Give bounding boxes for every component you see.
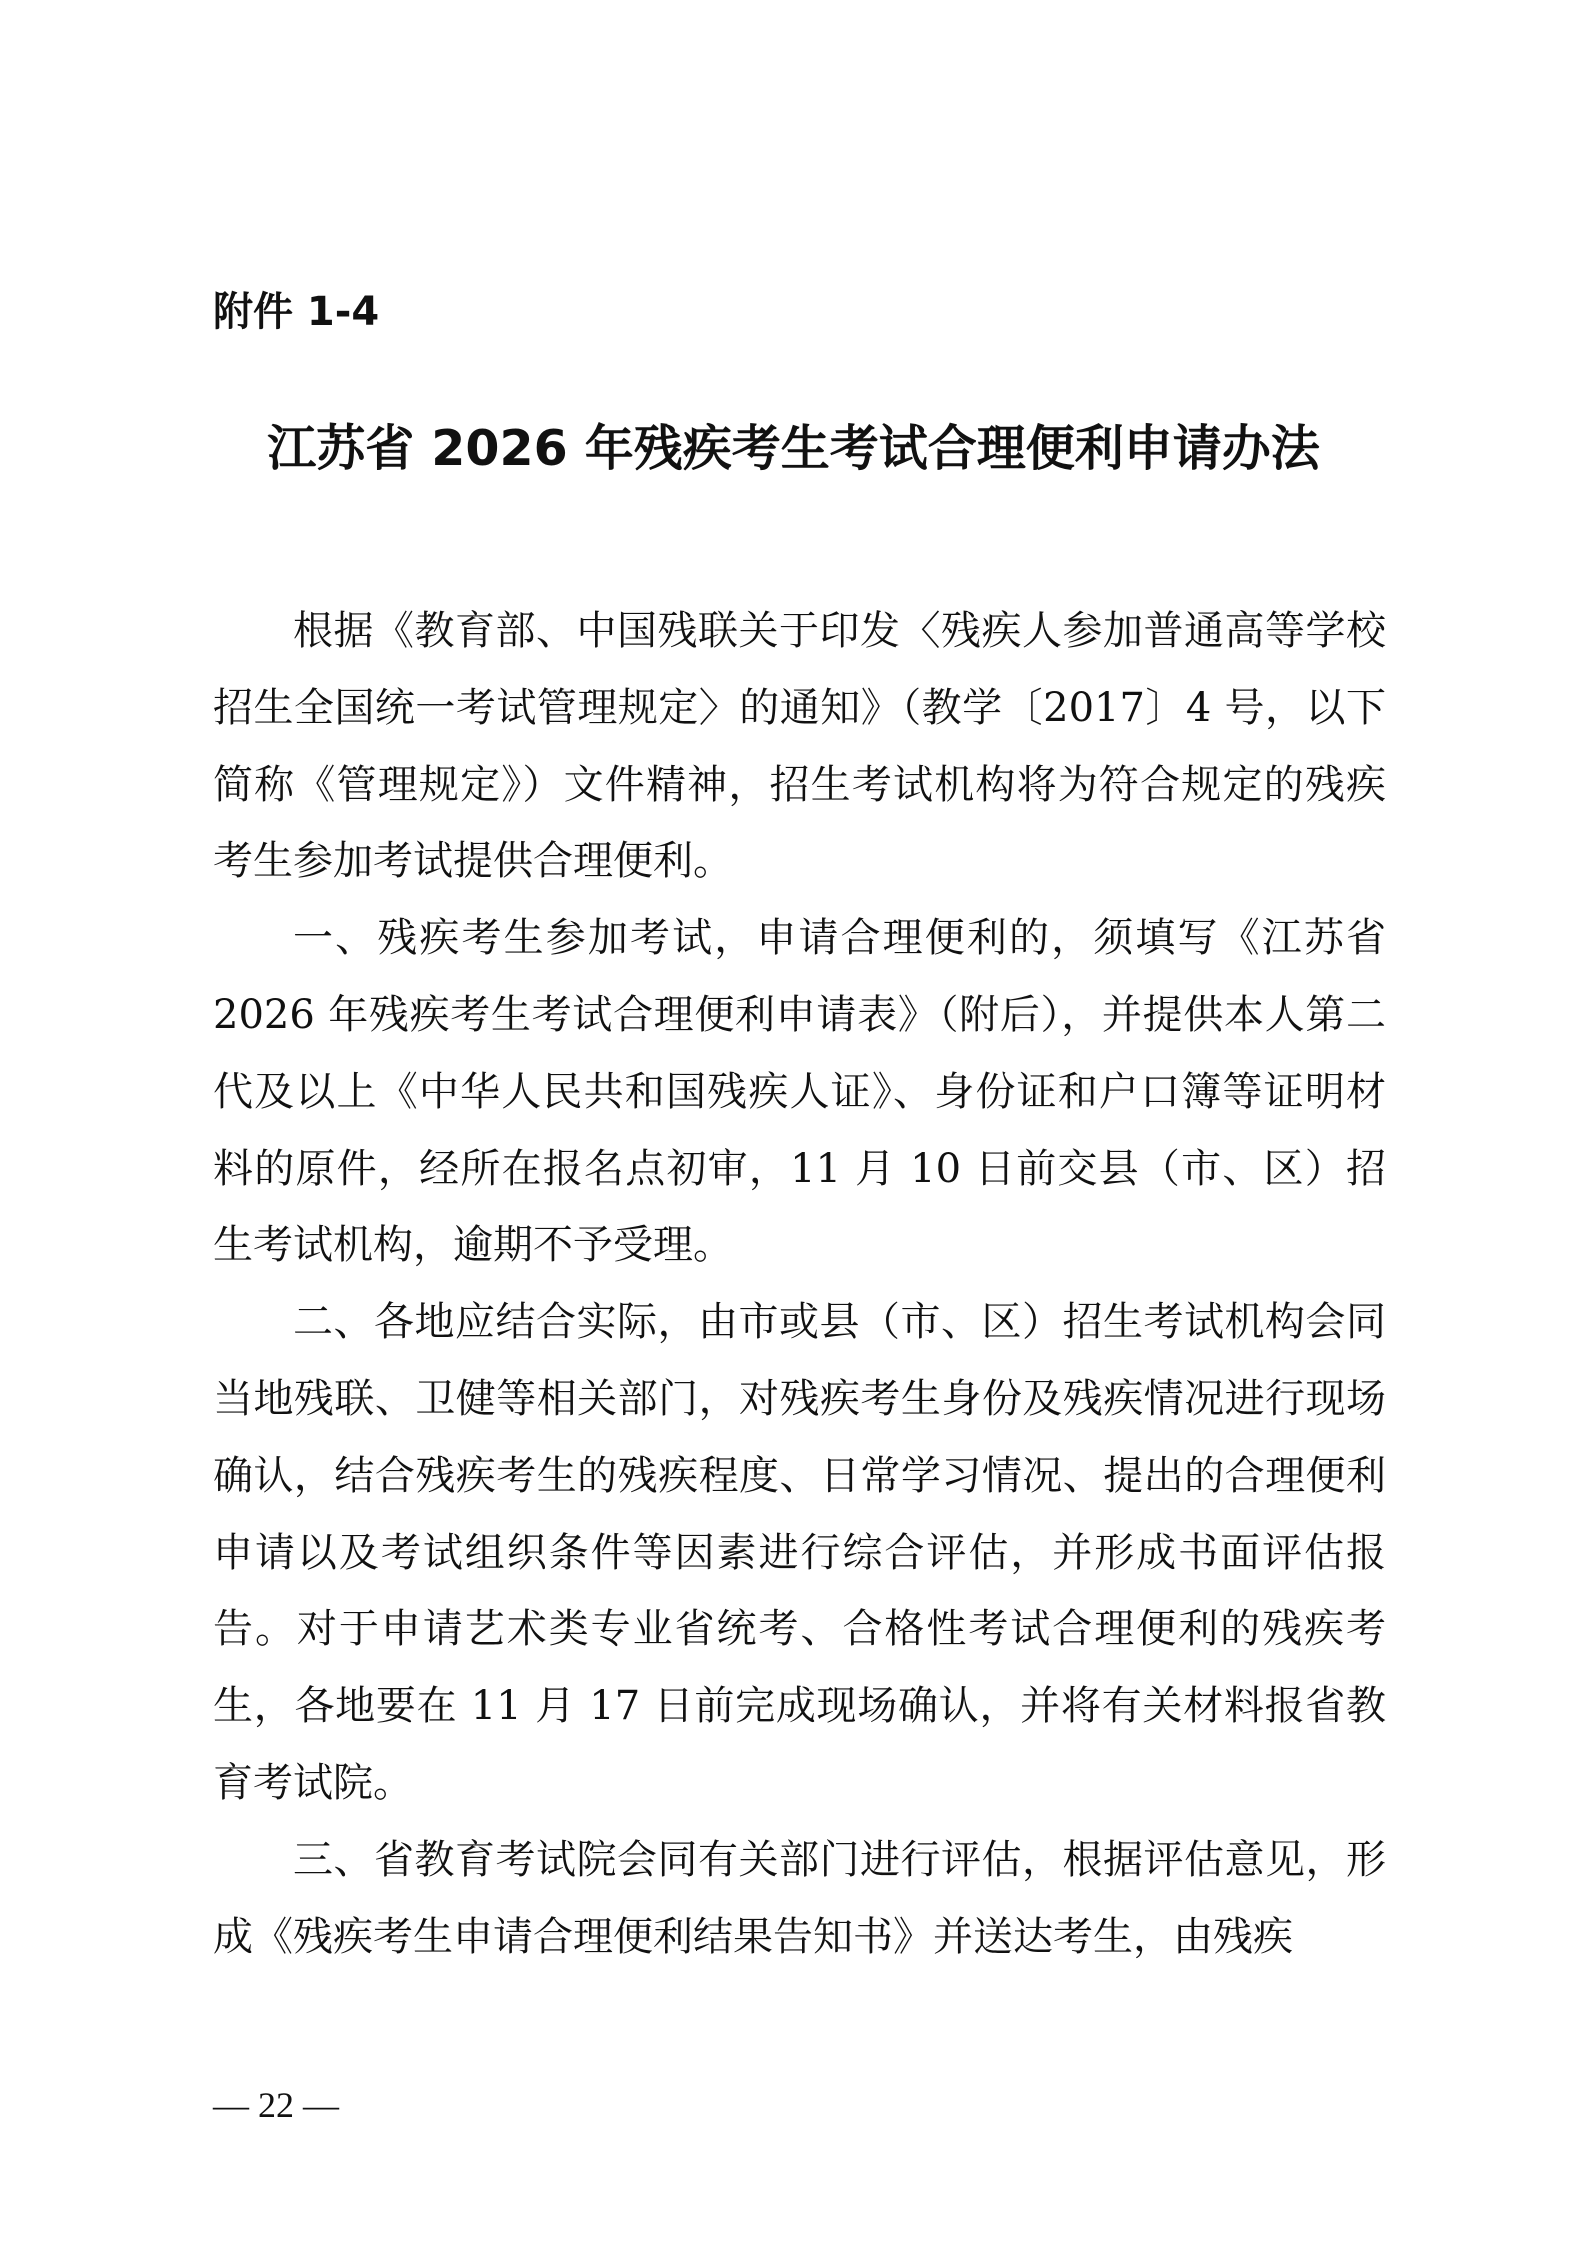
page-number: — 22 — <box>213 2085 339 2125</box>
paragraph-item-1: 一、残疾考生参加考试，申请合理便利的，须填写《江苏省 2026 年残疾考生考试合理便利申请表》（附后），并提供本人第二代及以上《中华人民共和国残疾人证》、身份证和户口簿等证明材料的原件，经所在报名点初审，11 月 10 日前交县（市、区）招生考试机构，逾期不予受理。 <box>213 915 1386 1269</box>
paragraph-intro: 根据《教育部、中国残联关于印发〈残疾人参加普通高等学校招生全国统一考试管理规定〉的通知》（教学〔2017〕4 号，以下简称《管理规定》）文件精神，招生考试机构将为符合规定的残疾考生参加考试提供合理便利。 <box>213 608 1386 885</box>
document-body <box>213 593 1386 1975</box>
paragraph-item-2: 二、各地应结合实际，由市或县（市、区）招生考试机构会同当地残联、卫健等相关部门，对残疾考生身份及残疾情况进行现场确认，结合残疾考生的残疾程度、日常学习情况、提出的合理便利申请以及考试组织条件等因素进行综合评估，并形成书面评估报告。对于申请艺术类专业省统考、合格性考试合理便利的残疾考生，各地要在 11 月 17 日前完成现场确认，并将有关材料报省教育考试院。 <box>213 1299 1386 1806</box>
document-title: 江苏省 2026 年残疾考生考试合理便利申请办法 <box>267 420 1320 477</box>
paragraph-item-3: 三、省教育考试院会同有关部门进行评估，根据评估意见，形成《残疾考生申请合理便利结果告知书》并送达考生，由残疾 <box>213 1836 1386 1960</box>
attachment-label: 附件 1-4 <box>213 289 380 335</box>
